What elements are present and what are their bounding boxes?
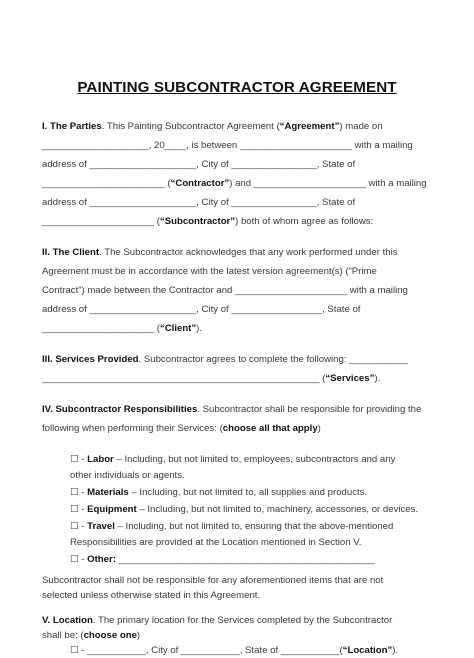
location-option: ☐ - ___________, City of ___________, State of ___________(“Location”). (70, 645, 399, 656)
client-line-3: Contract”) made between the Contractor and _____________________ with a mailing (42, 285, 408, 296)
parties-line-4: _______________________ (“Contractor”) and _____________________ with a mailing (42, 178, 427, 189)
responsibilities-line-2: following when performing their Services: (choose all that apply) (42, 423, 321, 434)
location-line-2: shall be: (choose one) (42, 630, 141, 641)
checkbox[interactable]: ☐ - (70, 554, 85, 565)
document-title: PAINTING SUBCONTRACTOR AGREEMENT (77, 79, 397, 96)
parties-line-6: _____________________ (“Subcontractor”) both of whom agree as follows: (42, 216, 374, 227)
client-heading: II. The Client (42, 247, 100, 258)
parties-line-1: I. The Parties. This Painting Subcontractor Agreement (“Agreement”) made on (42, 121, 383, 132)
checkbox[interactable]: ☐ - (70, 521, 85, 532)
responsibilities-note-1: Subcontractor shall not be responsible for any aforementioned items that are not (42, 575, 384, 586)
parties-line-5: address of ____________________, City of ________________, State of (42, 197, 356, 208)
checklist-item-other: ☐ - Other: ________________________________________________ (70, 554, 375, 565)
checklist-item-materials: ☐ - Materials – Including, but not limited to, all supplies and products. (70, 487, 368, 498)
client-line-4: address of ____________________, City of _________________, State of (42, 304, 361, 315)
parties-heading: I. The Parties (42, 121, 102, 132)
location-line-1: V. Location. The primary location for the Services completed by the Subcontractor (42, 615, 393, 626)
checkbox[interactable]: ☐ - (70, 454, 85, 465)
client-line-1: II. The Client. The Subcontractor acknowledges that any work performed under this (42, 247, 398, 258)
client-line-5: _____________________ (“Client”). (42, 323, 203, 334)
checklist-item-travel-cont: Responsibilities are provided at the Location mentioned in Section V. (70, 537, 362, 548)
parties-line-3: address of ____________________, City of ________________, State of (42, 159, 356, 170)
checklist-item-labor: ☐ - Labor – Including, but not limited to, employees, subcontractors and any (70, 454, 396, 465)
services-line-2: ____________________________________________________ (“Services”). (42, 373, 381, 384)
responsibilities-line-1: IV. Subcontractor Responsibilities. Subcontractor shall be responsible for providing the (42, 404, 422, 415)
services-heading: III. Services Provided (42, 354, 139, 365)
client-line-2: Agreement must be in accordance with the latest version agreement(s) (“Prime (42, 266, 377, 277)
checklist-item-equipment: ☐ - Equipment – Including, but not limited to, machinery, accessories, or devices. (70, 504, 419, 515)
checklist-item-labor-cont: other individuals or agents. (70, 470, 185, 481)
responsibilities-heading: IV. Subcontractor Responsibilities (42, 404, 198, 415)
checklist-item-travel: ☐ - Travel – Including, but not limited to, ensuring that the above-mentioned (70, 521, 394, 532)
services-line-1: III. Services Provided. Subcontractor agrees to complete the following: ___________ (42, 354, 408, 365)
location-heading: V. Location (42, 615, 93, 626)
checkbox[interactable]: ☐ - (70, 504, 85, 515)
parties-line-2: ____________________, 20____, is between _____________________ with a mailing (42, 140, 413, 151)
checkbox[interactable]: ☐ - (70, 487, 85, 498)
responsibilities-note-2: selected unless otherwise stated in this Agreement. (42, 590, 261, 601)
